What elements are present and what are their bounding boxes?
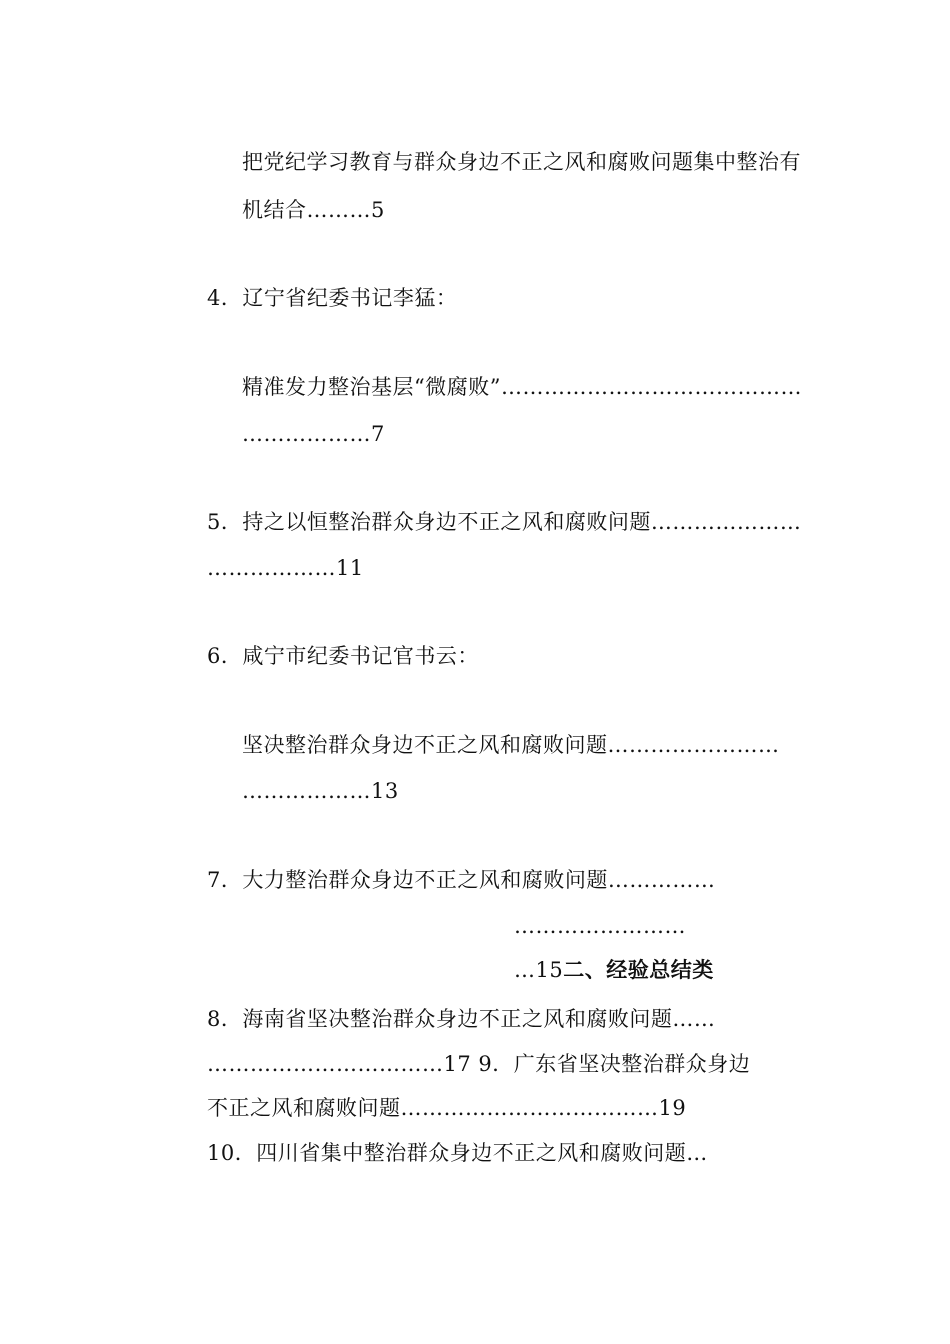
toc-entry-6-title: 6．咸宁市纪委书记官书云：	[207, 644, 479, 668]
toc-entry-8-line-1: 8．海南省坚决整治群众身边不正之风和腐败问题……	[207, 1007, 716, 1031]
toc-entry-6-line-2: ………………13	[242, 779, 399, 803]
toc-entry-7-line-1: 7．大力整治群众身边不正之风和腐败问题……………	[207, 868, 716, 892]
section-heading: 二、经验总结类	[563, 958, 714, 982]
toc-entry-6-line-1: 坚决整治群众身边不正之风和腐败问题……………………	[242, 733, 780, 757]
toc-entry-8-line-3: 不正之风和腐败问题………………………………19	[207, 1096, 687, 1120]
toc-entry-5-line-1: 5．持之以恒整治群众身边不正之风和腐败问题…………………	[207, 510, 802, 534]
toc-entry-3-line-2: 机结合………5	[242, 198, 385, 222]
toc-entry-4-title: 4．辽宁省纪委书记李猛：	[207, 286, 458, 310]
toc-entry-4-line-1: 精准发力整治基层“微腐败”……………………………………	[242, 375, 802, 399]
toc-entry-5-line-2: ………………11	[207, 556, 364, 580]
toc-entry-7-line-3	[514, 956, 714, 984]
toc-entry-8-line-2: ……………………………17 9．广东省坚决整治群众身边	[207, 1052, 751, 1076]
toc-entry-7-page: …15	[514, 958, 564, 982]
toc-entry-4-line-2: ………………7	[242, 422, 385, 446]
toc-entry-3-line-1: 把党纪学习教育与群众身边不正之风和腐败问题集中整治有	[242, 150, 801, 174]
toc-entry-7-line-2: ……………………	[514, 914, 686, 938]
toc-entry-10-line-1: 10．四川省集中整治群众身边不正之风和腐败问题…	[207, 1141, 708, 1165]
